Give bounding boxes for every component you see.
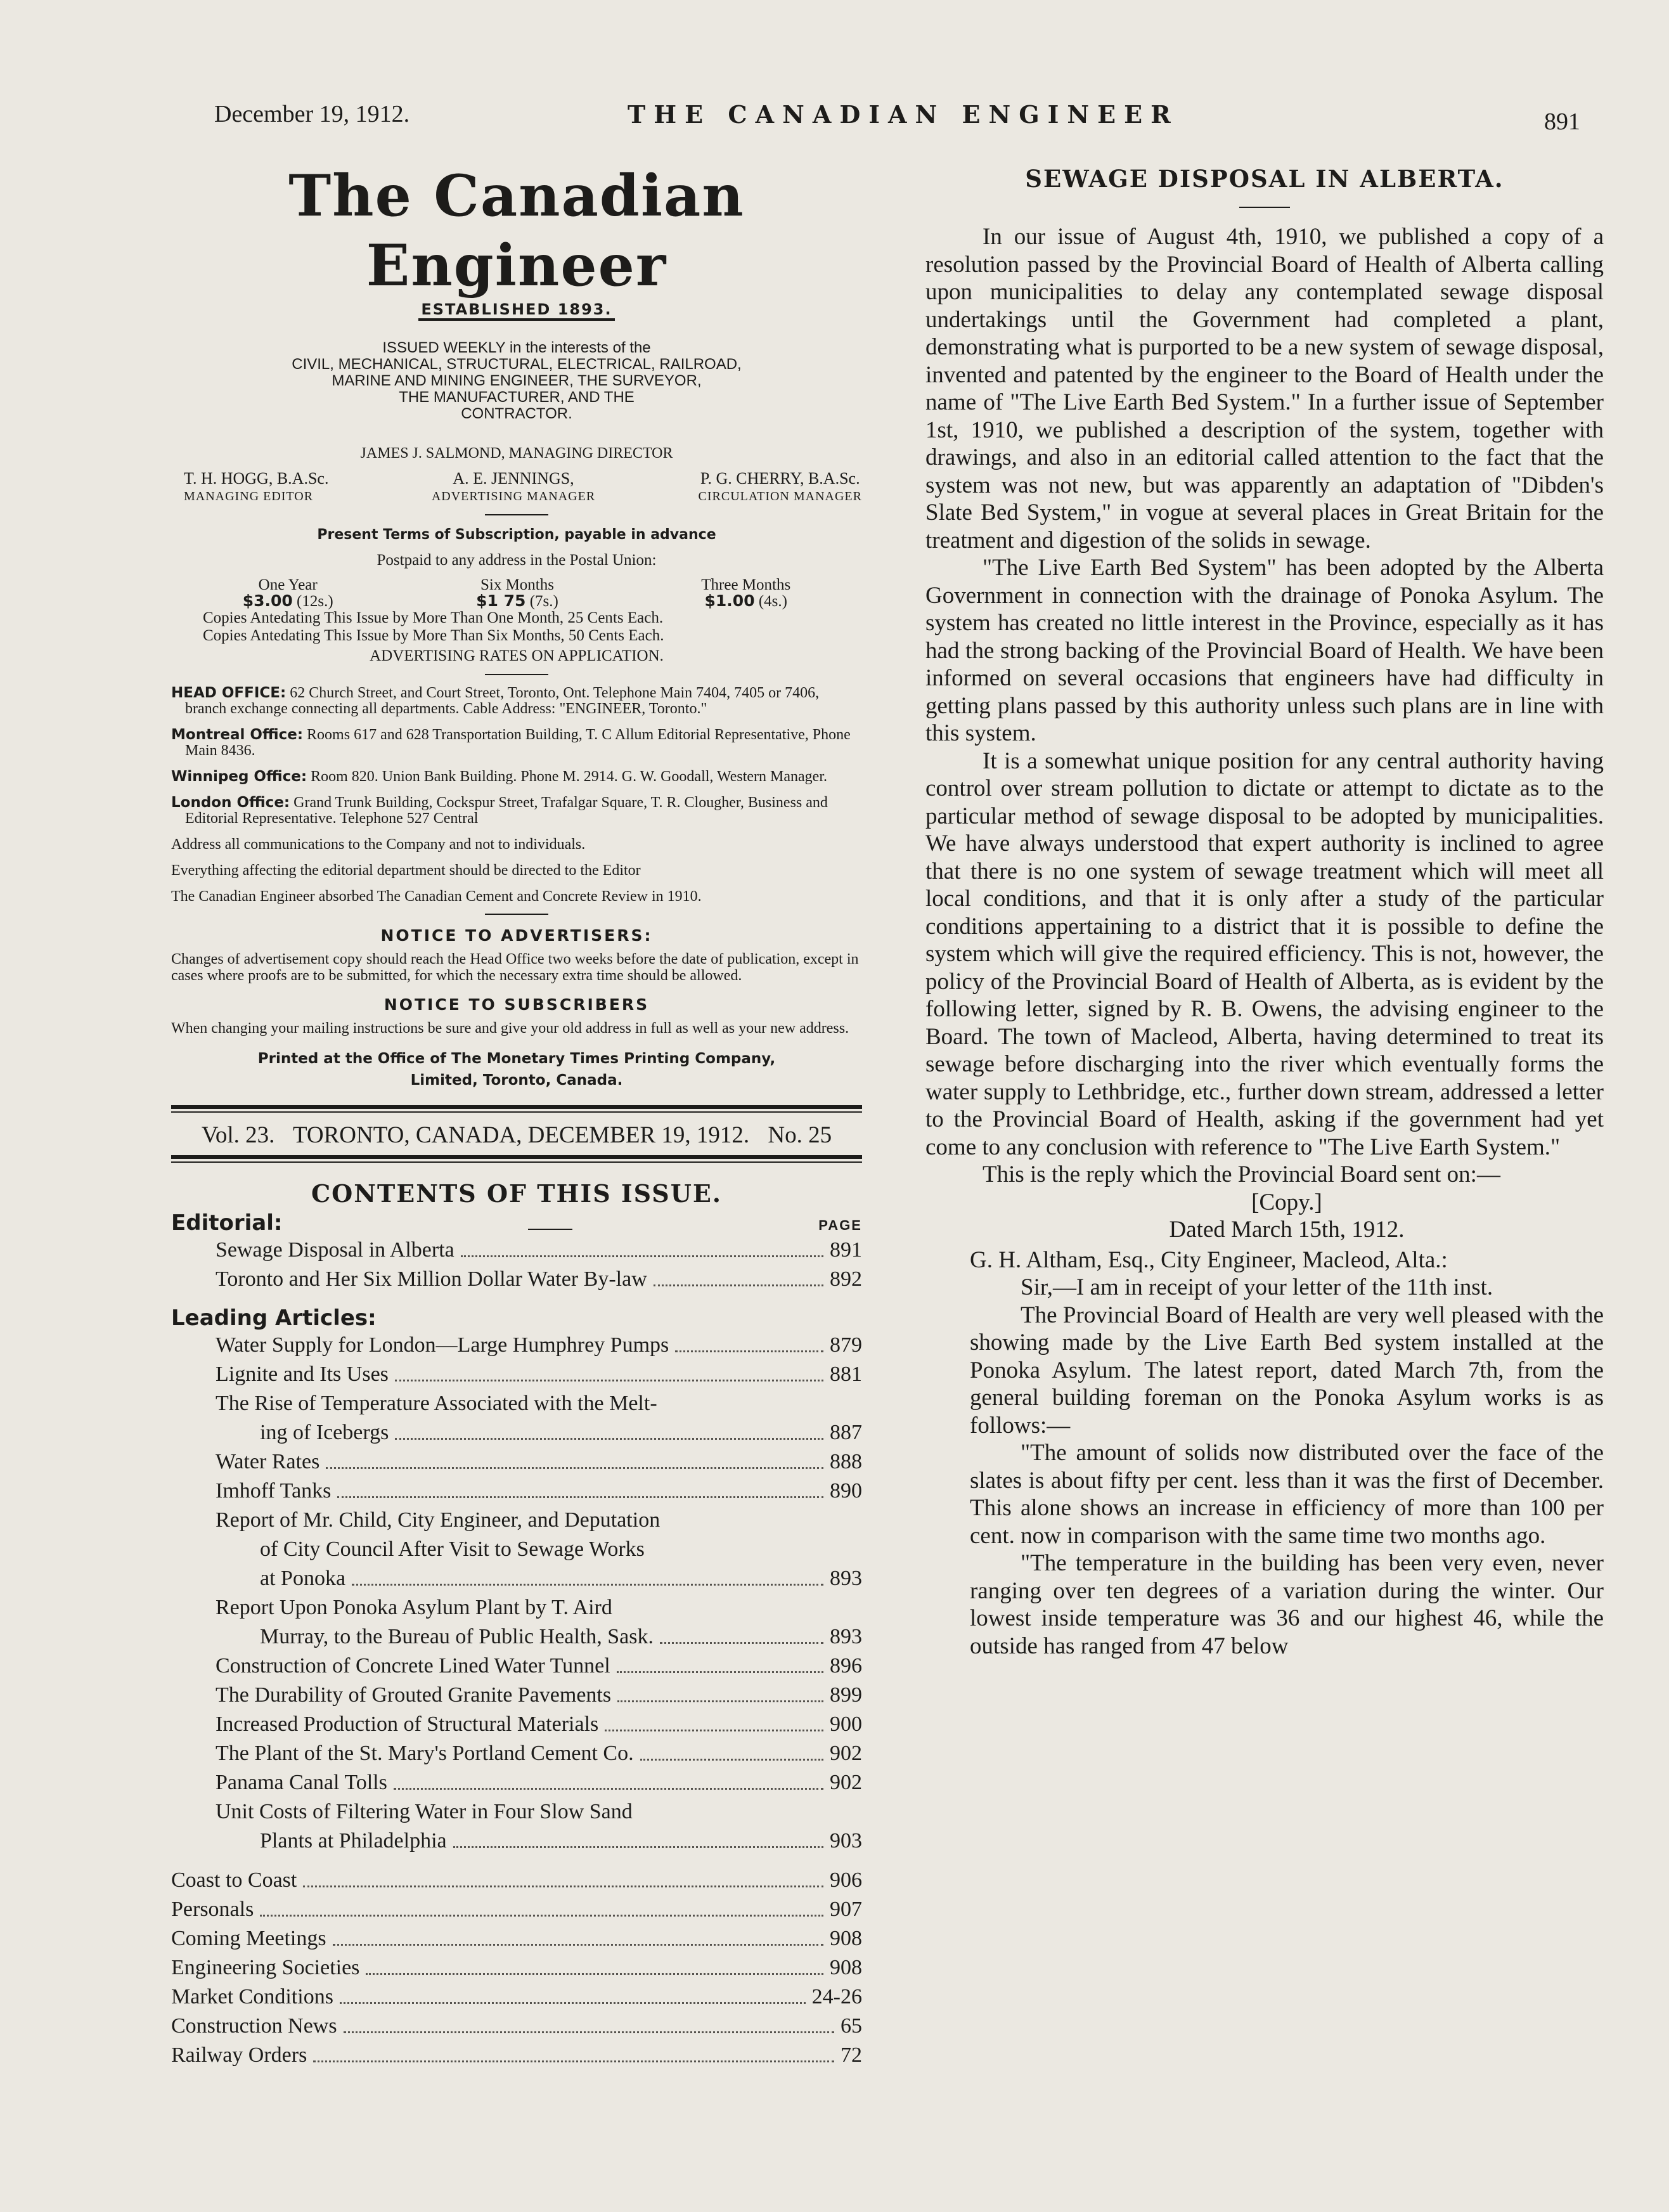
issued-statement (171, 340, 862, 422)
toc-entry-page: 902 (830, 1771, 862, 1794)
toc-entry-page: 890 (830, 1479, 862, 1503)
divider (485, 514, 548, 515)
toc-entry[interactable] (171, 1982, 862, 2012)
price-sterling: (4s.) (758, 593, 787, 610)
toc-entry[interactable] (171, 1447, 862, 1477)
running-head (184, 100, 1580, 138)
price-amount: $3.00 (242, 592, 293, 610)
printer-imprint (171, 1048, 862, 1091)
office-text: Rooms 617 and 628 Transportation Building, T. C Allum Editorial Representative, Phone Main 8436. (185, 727, 851, 759)
toc-entry-title: Construction News (171, 2014, 337, 2038)
letter-quote: "The amount of solids now distributed over the face of the slates is about fifty per cent. less than it was the first of December. This alone shows an increase in efficiency of more than 100 per cent. now in comparison with the same time two months ago. (970, 1440, 1604, 1549)
left-column (171, 158, 862, 2156)
quoted-letter (970, 1189, 1604, 1660)
letter-body: The Provincial Board of Health are very well pleased with the showing made by the Live Earth Bed system installed at the Ponoka Asylum. The latest report, dated March 7th, from the general building foreman on the Ponoka Asylum works is as follows:— (970, 1302, 1604, 1439)
toc-entry-page: 24-26 (811, 1985, 862, 2008)
toc-entry-title-cont: Murray, to the Bureau of Public Health, Sask. (260, 1625, 654, 1648)
toc-entry-title: Lignite and Its Uses (216, 1362, 389, 1386)
toc-section-editorial (171, 1210, 862, 1236)
toc-entry[interactable] (171, 1797, 862, 1856)
divider (1239, 207, 1290, 208)
toc-entry[interactable] (171, 1236, 862, 1265)
issued-line: ISSUED WEEKLY in the interests of the (382, 339, 651, 356)
issued-line: THE MANUFACTURER, AND THE (399, 389, 635, 406)
issue-number: No. 25 (768, 1122, 832, 1148)
london-office (171, 795, 862, 827)
article-paragraph: It is a somewhat unique position for any central authority having control over stream pollution to dictate or attempt to dictate as to the particular method of sewage disposal to be adopted by municipalities. We have always understood that expert authority is inclined to agree that there is no one system of sewage treatment which will meet all local conditions, and that it is only after a study of the particular conditions appertaining to a district that it is possible to define the system which will give the required efficiency. This is not, however, the policy of the Provincial Board of Health of Alberta, as is evident by the following letter, signed by R. B. Owens, the advising engineer to the Board. The town of Macleod, Alberta, having determined to treat its sewage before discharging into the river which eventually forms the water supply to Lethbridge, etc., further down stream, addressed a letter to the Provincial Board of Health, asking if the government had yet come to any conclusion with reference to "The Live Earth System." (925, 747, 1604, 1160)
toc-entry[interactable] (171, 1739, 862, 1768)
staff-cherry (699, 470, 862, 505)
toc-entry-title: Unit Costs of Filtering Water in Four Slow Sand (216, 1800, 633, 1823)
double-rule (171, 1105, 862, 1113)
staff-role: MANAGING EDITOR (184, 489, 314, 503)
price-term: Six Months (480, 576, 554, 593)
toc-entry-title: The Plant of the St. Mary's Portland Cement Co. (216, 1742, 634, 1765)
antedate-six-months: Copies Antedating This Issue by More Than Six Months, 50 Cents Each. (203, 627, 664, 644)
office-label: HEAD OFFICE: (171, 685, 287, 701)
staff-role: CIRCULATION MANAGER (698, 489, 862, 503)
established-text: ESTABLISHED 1893. (418, 301, 614, 321)
toc-entry-title: Toronto and Her Six Million Dollar Water By-law (216, 1267, 647, 1291)
toc-entry[interactable] (171, 1895, 862, 1924)
price-sterling: (7s.) (529, 593, 558, 610)
toc-entry-title: Coast to Coast (171, 1868, 297, 1892)
toc-entry-page: 881 (830, 1362, 862, 1386)
advertising-rates: ADVERTISING RATES ON APPLICATION. (370, 647, 664, 664)
toc-entry-page: 908 (830, 1927, 862, 1950)
toc-entry[interactable] (171, 1506, 862, 1593)
toc-entry-page: 906 (830, 1868, 862, 1892)
notice-advertisers-heading: NOTICE TO ADVERTISERS: (380, 926, 653, 945)
office-label: Montreal Office: (171, 727, 304, 743)
toc-entry-title: Imhoff Tanks (216, 1479, 332, 1503)
toc-entry-title-cont: ing of Icebergs (260, 1421, 389, 1444)
issued-line: CONTRACTOR. (461, 405, 572, 422)
journal-name: THE CANADIAN ENGINEER (628, 100, 1179, 129)
toc-entry-title: The Rise of Temperature Associated with the Melt- (216, 1392, 657, 1415)
letter-salutation: Sir,—I am in receipt of your letter of the 11th inst. (1021, 1274, 1493, 1300)
toc-entry-title: Report Upon Ponoka Asylum Plant by T. Aird (216, 1596, 612, 1619)
letter-copy-mark: [Copy.] (1251, 1189, 1322, 1215)
toc-entry-page: 65 (841, 2014, 862, 2038)
toc-section-label: Leading Articles: (171, 1305, 377, 1331)
toc-entry[interactable] (171, 2041, 862, 2070)
office-text: Grand Trunk Building, Cockspur Street, Trafalgar Square, T. R. Clougher, Business and Editorial Representative. Telephone 527 Central (185, 794, 828, 827)
toc-entry-page: 902 (830, 1742, 862, 1765)
subscription-prices (171, 577, 862, 609)
toc-entry-title: Coming Meetings (171, 1927, 326, 1950)
toc-entry-page: 908 (830, 1956, 862, 1979)
notice-subscribers-heading: NOTICE TO SUBSCRIBERS (383, 995, 650, 1014)
toc-entry-page: 900 (830, 1712, 862, 1736)
right-column (925, 158, 1604, 2156)
article-body (925, 223, 1604, 1189)
toc-entry[interactable] (171, 1681, 862, 1710)
staff-name: T. H. HOGG, B.A.Sc. (184, 469, 329, 488)
toc-entry[interactable] (171, 1924, 862, 1953)
toc-entry-title: Engineering Societies (171, 1956, 360, 1979)
contents-heading: CONTENTS OF THIS ISSUE. (311, 1179, 723, 1208)
address-note: Address all communications to the Company and not to individuals. (171, 836, 586, 853)
staff-row (171, 470, 862, 505)
toc-entry-title: The Durability of Grouted Granite Pavements (216, 1683, 612, 1707)
toc-entry[interactable] (171, 1652, 862, 1681)
letter-date: Dated March 15th, 1912. (1169, 1217, 1405, 1243)
toc-section-leading (171, 1305, 862, 1331)
price-one-year (243, 577, 333, 609)
postal-union-line: Postpaid to any address in the Postal Union: (377, 552, 657, 569)
toc-entry[interactable] (171, 1360, 862, 1389)
toc-section-label: Editorial: (171, 1210, 283, 1236)
article-paragraph: In our issue of August 4th, 1910, we published a copy of a resolution passed by the Provincial Board of Health of Alberta calling upon municipalities to delay any contemplated sewage disposal undertakings until the Government had completed a plant, demonstrating what is purported to be a new system of sewage disposal, invented and patented by the engineer to the Board of Health under the name of "The Live Earth Bed System." In a further issue of September 1st, 1910, we published a description of the system, together with drawings, and also in an editorial called attention to the fact that the system was not new, but was apparently an adaptation of "Dibden's Slate Bed System," in vogue at several places in Great Britain for the treatment and digestion of the solids in sewage. (925, 224, 1604, 553)
toc-entry-page: 899 (830, 1683, 862, 1707)
editorial-note: Everything affecting the editorial department should be directed to the Editor (171, 862, 641, 879)
toc-entry-title: Construction of Concrete Lined Water Tunnel (216, 1654, 610, 1678)
toc-page-heading: PAGE (818, 1217, 862, 1233)
page-number: 891 (1544, 108, 1580, 135)
staff-jennings (432, 470, 595, 505)
toc-entry-page: 893 (830, 1625, 862, 1648)
toc-entry[interactable] (171, 1593, 862, 1652)
letter-address: G. H. Altham, Esq., City Engineer, Macleod, Alta.: (970, 1246, 1448, 1273)
toc-entry-page: 72 (841, 2043, 862, 2067)
absorbed-note: The Canadian Engineer absorbed The Canadian Cement and Concrete Review in 1910. (171, 888, 702, 905)
price-six-months (476, 577, 558, 609)
toc-entry-page: 879 (830, 1333, 862, 1357)
issue-date: December 19, 1912. (214, 101, 410, 127)
printer-line: Printed at the Office of The Monetary Times Printing Company, (257, 1051, 776, 1067)
toc-entry-title-cont: at Ponoka (260, 1567, 346, 1590)
issued-line: MARINE AND MINING ENGINEER, THE SURVEYOR, (332, 372, 702, 389)
staff-name: P. G. CHERRY, B.A.Sc. (700, 469, 860, 488)
price-term: One Year (258, 576, 318, 593)
article-paragraph: This is the reply which the Provincial Board sent on:— (983, 1161, 1500, 1187)
toc-entry-title: Report of Mr. Child, City Engineer, and Deputation (216, 1508, 661, 1532)
montreal-office (171, 727, 862, 759)
toc-entry-title-cont: Plants at Philadelphia (260, 1829, 447, 1853)
toc-entry[interactable] (171, 1265, 862, 1294)
toc-entry-page: 903 (830, 1829, 862, 1853)
table-of-contents (171, 1210, 862, 2070)
staff-role: ADVERTISING MANAGER (431, 489, 596, 503)
toc-entry[interactable] (171, 1768, 862, 1797)
staff-name: A. E. JENNINGS, (453, 469, 574, 488)
toc-entry-page: 892 (830, 1267, 862, 1291)
toc-entry-page: 896 (830, 1654, 862, 1678)
divider (485, 674, 548, 675)
letter-quote: "The temperature in the building has been very even, never ranging over ten degrees of a variation during the winter. Our lowest inside temperature was 36 and our highest 46, while the outside has ranged from 47 below (970, 1550, 1604, 1659)
toc-entry-title: Railway Orders (171, 2043, 307, 2067)
toc-entry-page: 887 (830, 1421, 862, 1444)
toc-entry-page: 891 (830, 1238, 862, 1262)
article-title: SEWAGE DISPOSAL IN ALBERTA. (1025, 165, 1504, 193)
toc-entry-title: Personals (171, 1898, 254, 1921)
toc-entry-title: Water Rates (216, 1450, 320, 1473)
toc-entry-title: Panama Canal Tolls (216, 1771, 387, 1794)
toc-entry-title: Sewage Disposal in Alberta (216, 1238, 454, 1262)
toc-entry[interactable] (171, 1710, 862, 1739)
managing-director: JAMES J. SALMOND, MANAGING DIRECTOR (360, 445, 673, 462)
head-office (171, 685, 862, 717)
toc-entry-title: Increased Production of Structural Materials (216, 1712, 599, 1736)
double-rule (171, 1155, 862, 1163)
office-text: Room 820. Union Bank Building. Phone M. 2914. G. W. Goodall, Western Manager. (311, 768, 827, 785)
article-paragraph: "The Live Earth Bed System" has been adopted by the Alberta Government in connection with the drainage of Ponoka Asylum. The system has created no little interest in the Province, especially as it has had the strong backing of the Provincial Board of Health. We have been informed on several occasions that engineers have had difficulty in getting plans passed by this authority unless such plans are in line with this system. (925, 555, 1604, 746)
masthead-title: The Canadian Engineer (288, 162, 745, 299)
printer-line: Limited, Toronto, Canada. (410, 1072, 623, 1089)
toc-entry[interactable] (171, 1389, 862, 1447)
toc-entry-page: 893 (830, 1567, 862, 1590)
toc-entry-page: 907 (830, 1898, 862, 1921)
issued-line: CIVIL, MECHANICAL, STRUCTURAL, ELECTRICAL, RAILROAD, (292, 356, 742, 373)
price-three-months (701, 577, 790, 609)
office-label: Winnipeg Office: (171, 768, 307, 785)
price-amount: $1 75 (476, 592, 526, 610)
office-label: London Office: (171, 794, 290, 811)
toc-entry[interactable] (171, 2012, 862, 2041)
toc-entry-title: Water Supply for London—Large Humphrey Pumps (216, 1333, 669, 1357)
notice-subscribers-text: When changing your mailing instructions be sure and give your old address in full as well as your new address. (171, 1020, 849, 1037)
divider (485, 914, 548, 915)
subscription-heading: Present Terms of Subscription, payable in advance (317, 527, 716, 543)
price-sterling: (12s.) (297, 593, 333, 610)
price-term: Three Months (701, 576, 791, 593)
notice-advertisers-text: Changes of advertisement copy should reach the Head Office two weeks before the date of publication, except in cases where proofs are to be submitted, for which the necessary extra time should be allowed. (171, 951, 859, 984)
toc-entry[interactable] (171, 1866, 862, 1895)
toc-entry-title: Market Conditions (171, 1985, 333, 2008)
toc-entry[interactable] (171, 1953, 862, 1982)
office-text: 62 Church Street, and Court Street, Toronto, Ont. Telephone Main 7404, 7405 or 7406, branch exchange connecting all departments. Cable Address: "ENGINEER, Toronto." (185, 685, 820, 717)
staff-hogg (184, 470, 328, 505)
toc-entry[interactable] (171, 1331, 862, 1360)
toc-entry-page: 888 (830, 1450, 862, 1473)
toc-entry[interactable] (171, 1477, 862, 1506)
volume-line (171, 1122, 862, 1149)
volume-place-date: TORONTO, CANADA, DECEMBER 19, 1912. (292, 1122, 750, 1148)
antedate-one-month: Copies Antedating This Issue by More Than One Month, 25 Cents Each. (203, 609, 664, 626)
divider (528, 1229, 572, 1230)
price-amount: $1.00 (704, 592, 755, 610)
toc-entry-title-cont: of City Council After Visit to Sewage Works (260, 1537, 645, 1561)
winnipeg-office (171, 769, 862, 785)
volume-number: Vol. 23. (201, 1122, 275, 1148)
established-line (171, 301, 862, 318)
